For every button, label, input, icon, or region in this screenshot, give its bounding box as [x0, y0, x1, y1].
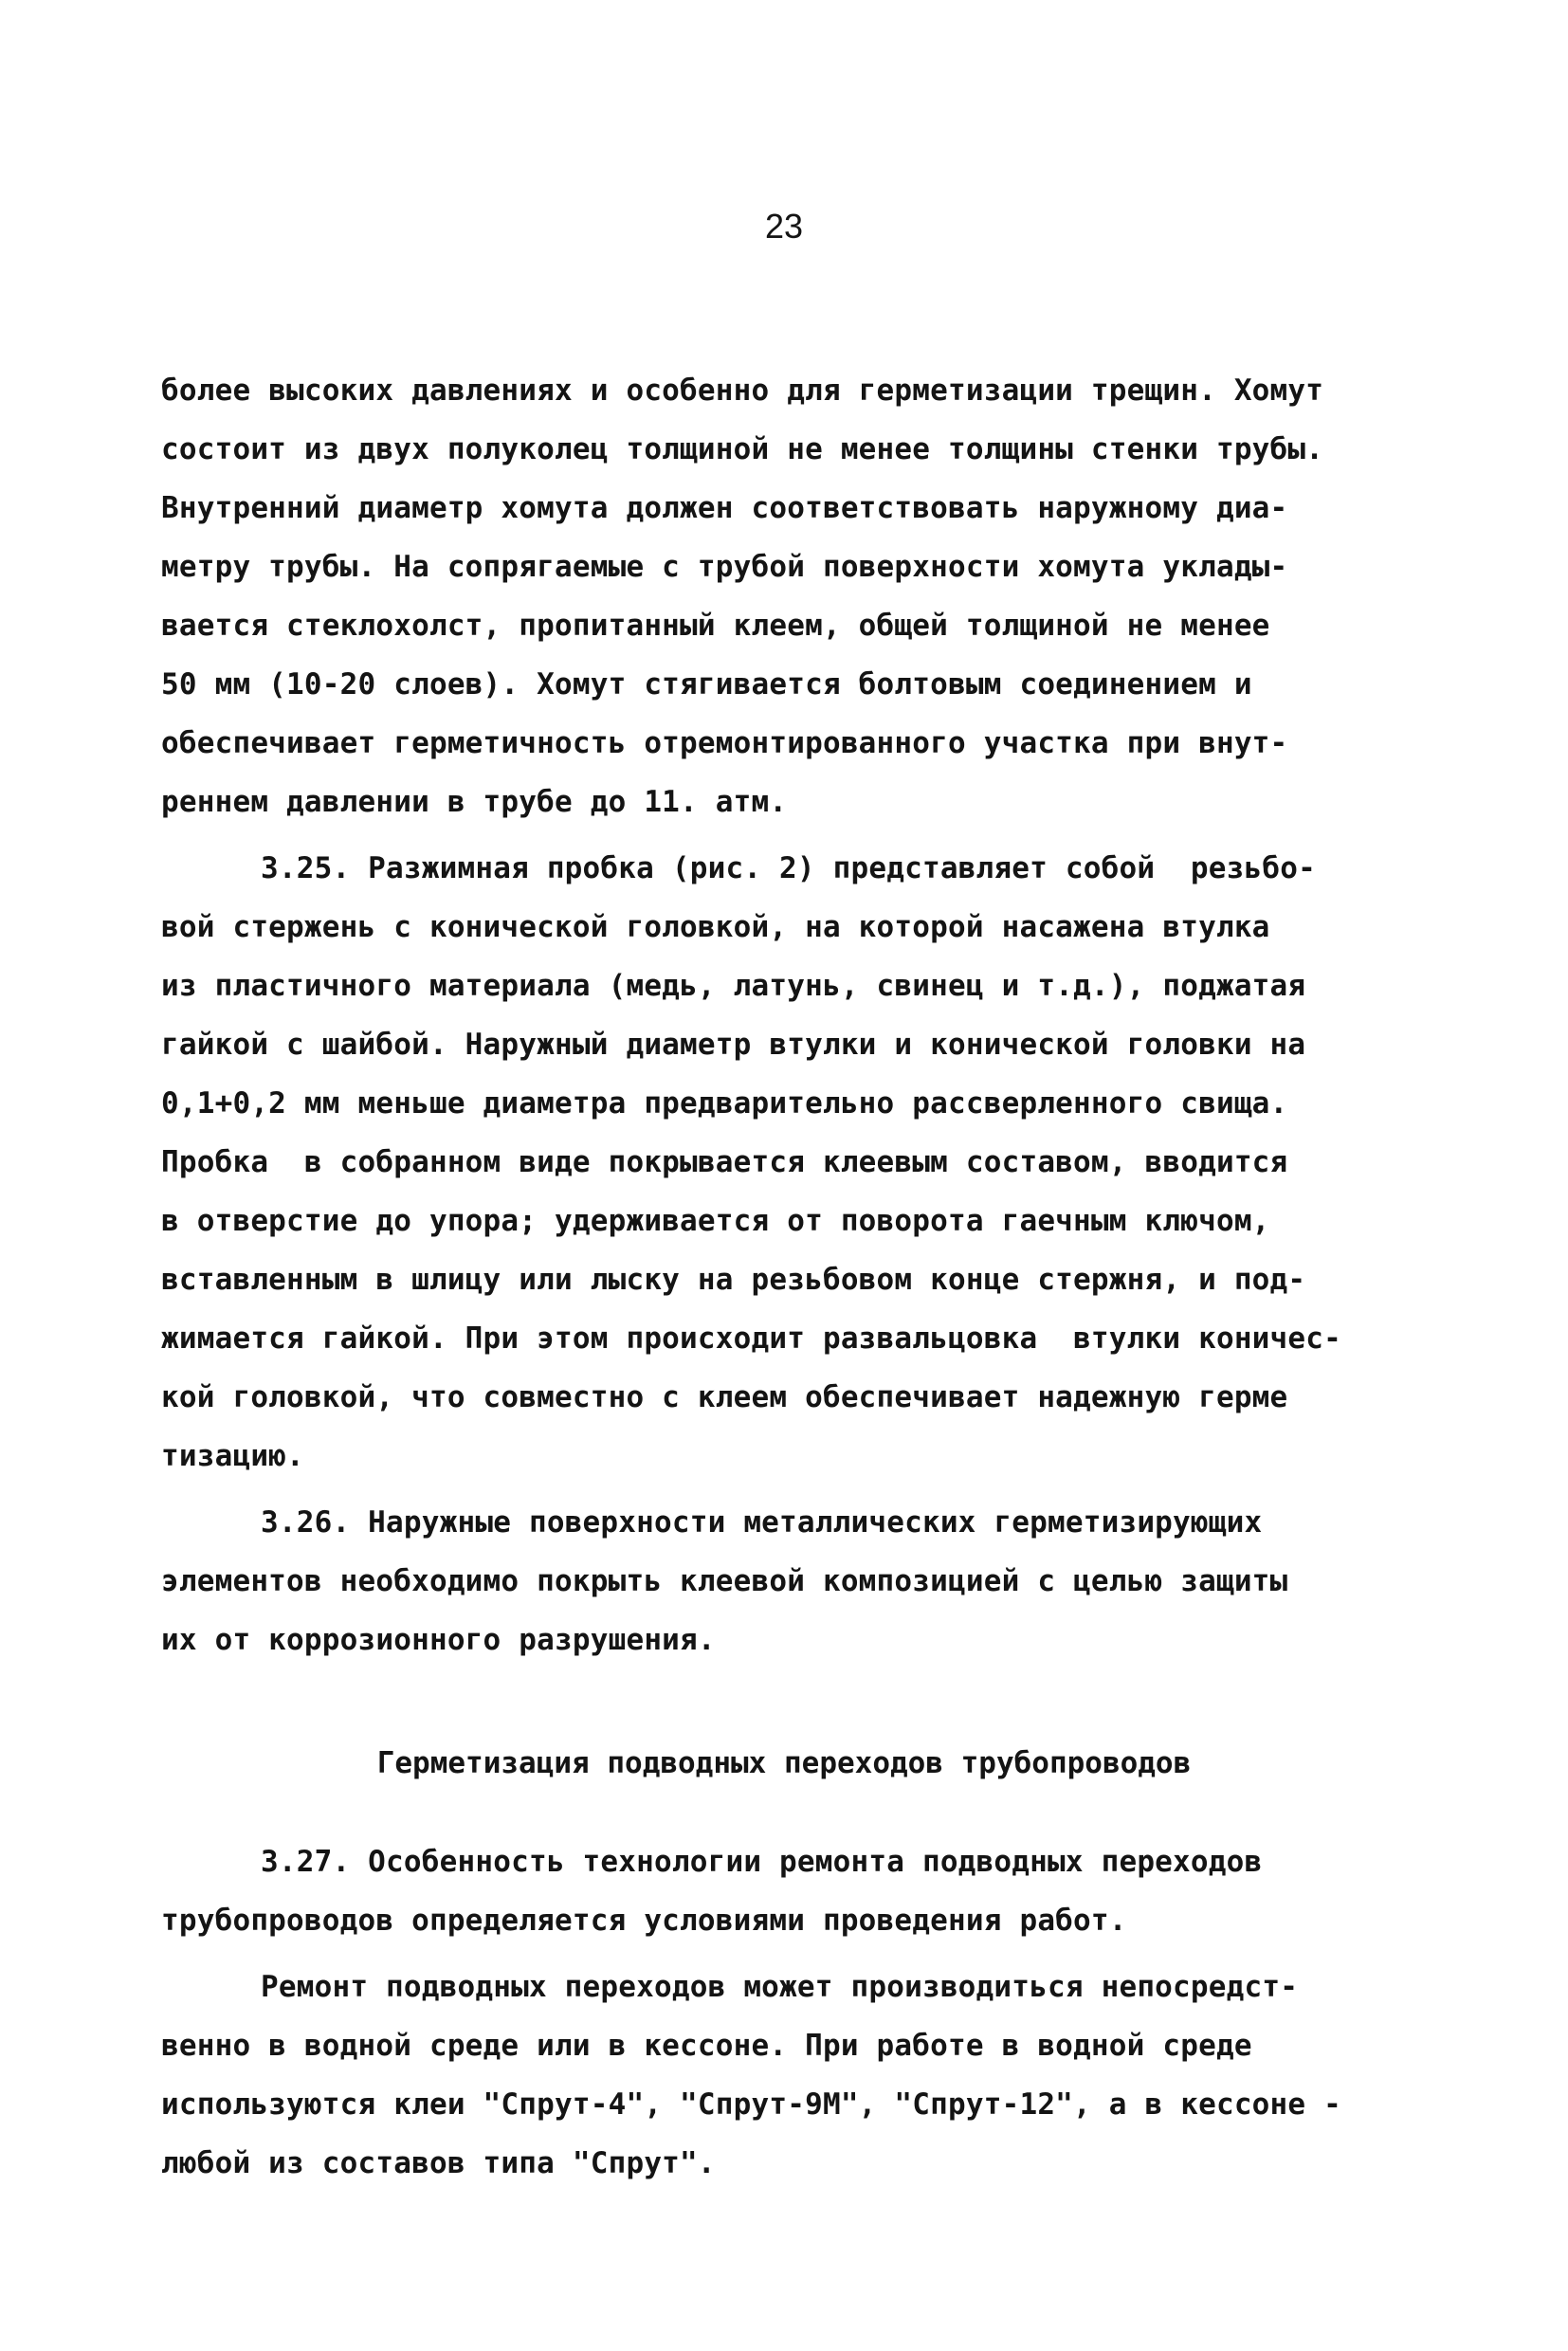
section-heading: Герметизация подводных переходов трубопроводов: [376, 1746, 1192, 1780]
paragraph-line: в отверстие до упора; удерживается от поворота гаечным ключом,: [161, 1204, 1270, 1238]
paragraph-line: кой головкой, что совместно с клеем обеспечивает надежную герме: [161, 1380, 1288, 1414]
paragraph-line: Ремонт подводных переходов может производиться непосредст-: [261, 1970, 1299, 2004]
paragraph-line: гайкой с шайбой. Наружный диаметр втулки и конической головки на: [161, 1028, 1306, 1062]
paragraph-line: любой из составов типа "Спрут".: [161, 2146, 716, 2180]
paragraph-line: элементов необходимо покрыть клеевой композицией с целью защиты: [161, 1564, 1288, 1598]
paragraph-line: трубопроводов определяется условиями проведения работ.: [161, 1904, 1127, 1938]
paragraph-line: Пробка в собранном виде покрывается клеевым составом, вводится: [161, 1145, 1288, 1179]
paragraph-line: 3.25. Разжимная пробка (рис. 2) представляет собой резьбо-: [261, 851, 1316, 885]
paragraph-line: реннем давлении в трубе до 11. атм.: [161, 785, 788, 819]
paragraph-line: используются клеи "Спрут-4", "Спрут-9М", "Спрут-12", а в кессоне -: [161, 2087, 1341, 2122]
paragraph-line: жимается гайкой. При этом происходит развальцовка втулки коничес-: [161, 1321, 1341, 1356]
page-number: 23: [764, 207, 804, 246]
paragraph-line: 3.27. Особенность технологии ремонта подводных переходов: [261, 1845, 1263, 1879]
paragraph-line: Внутренний диаметр хомута должен соответствовать наружному диа-: [161, 491, 1288, 525]
paragraph-line: более высоких давлениях и особенно для герметизации трещин. Хомут: [161, 374, 1324, 408]
paragraph-line: состоит из двух полуколец толщиной не менее толщины стенки трубы.: [161, 432, 1324, 466]
paragraph-line: 0,1+0,2 мм меньше диаметра предварительно рассверленного свища.: [161, 1086, 1288, 1121]
paragraph-line: метру трубы. На сопрягаемые с трубой поверхности хомута уклады-: [161, 550, 1288, 584]
paragraph-line: вставленным в шлицу или лыску на резьбовом конце стержня, и под-: [161, 1263, 1306, 1297]
paragraph-line: вой стержень с конической головкой, на которой насажена втулка: [161, 910, 1270, 944]
paragraph-line: из пластичного материала (медь, латунь, свинец и т.д.), поджатая: [161, 969, 1306, 1003]
paragraph-line: обеспечивает герметичность отремонтированного участка при внут-: [161, 726, 1288, 760]
paragraph-line: тизацию.: [161, 1439, 304, 1473]
paragraph-line: 3.26. Наружные поверхности металлических герметизирующих: [261, 1505, 1263, 1540]
paragraph-line: их от коррозионного разрушения.: [161, 1623, 716, 1657]
paragraph-line: вается стеклохолст, пропитанный клеем, общей толщиной не менее: [161, 609, 1270, 643]
paragraph-line: венно в водной среде или в кессоне. При работе в водной среде: [161, 2029, 1252, 2063]
paragraph-line: 50 мм (10-20 слоев). Хомут стягивается болтовым соединением и: [161, 667, 1252, 702]
